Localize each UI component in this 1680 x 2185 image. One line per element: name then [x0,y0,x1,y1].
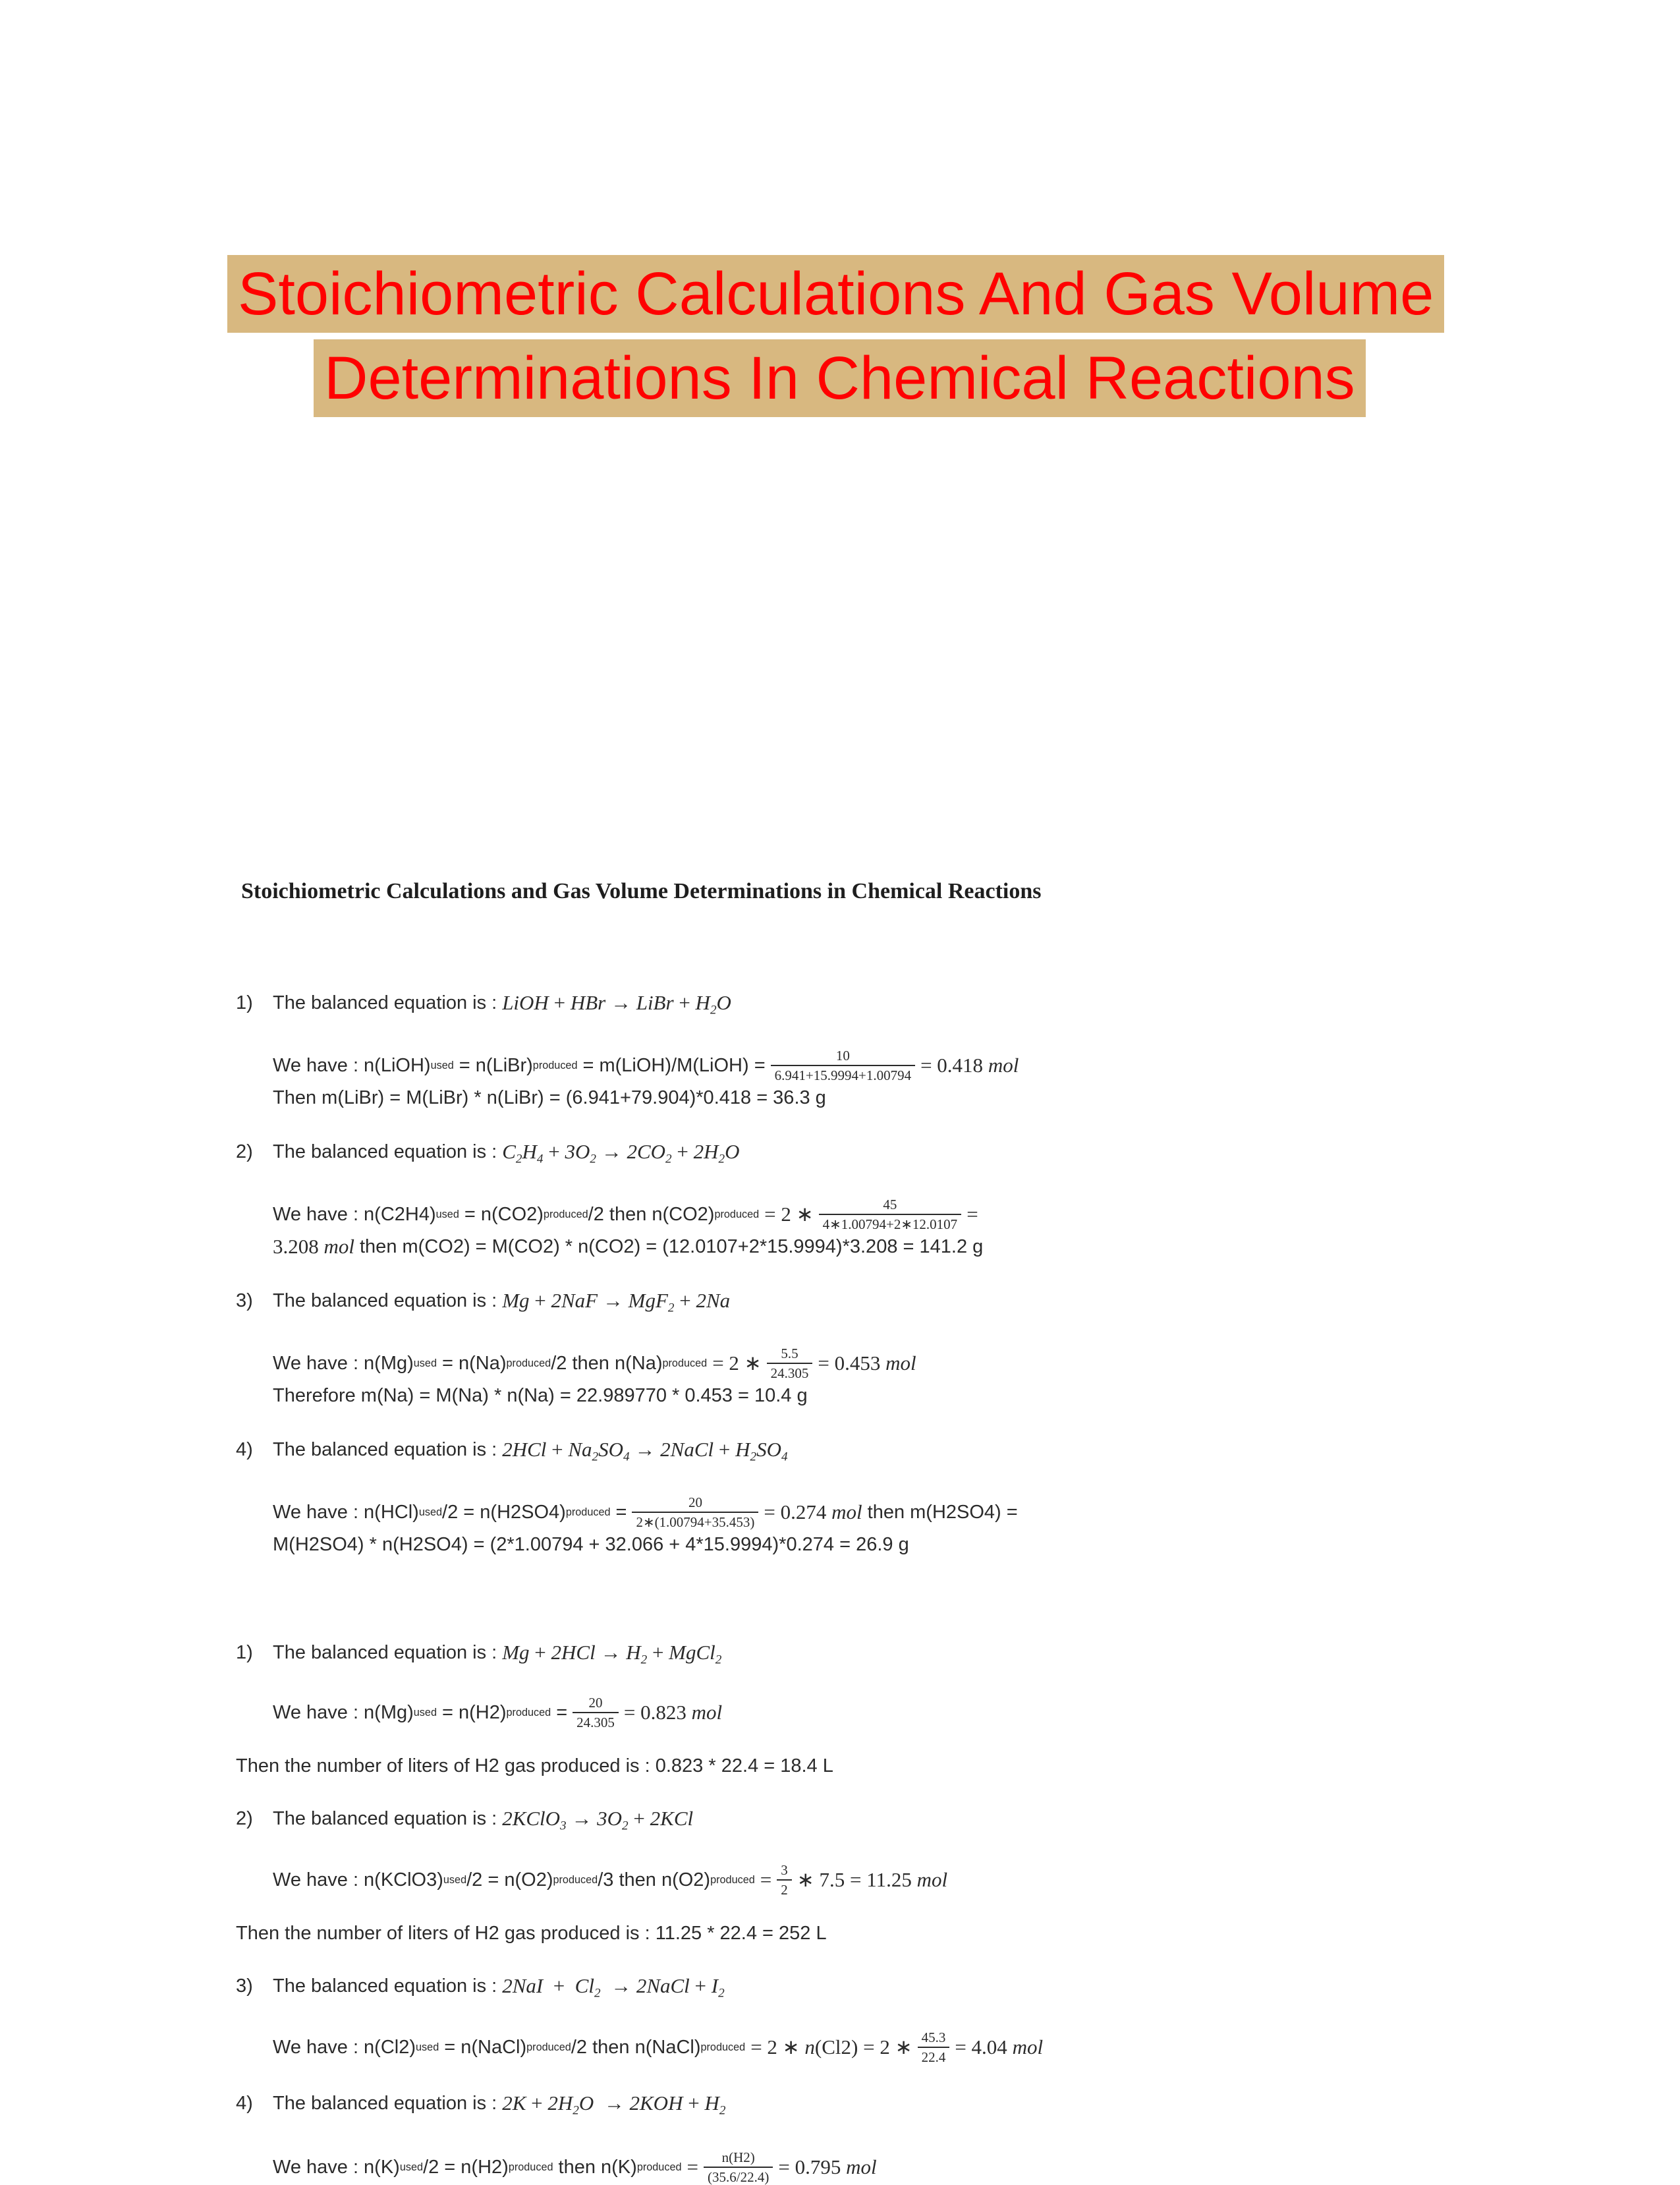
part-b-3-calc: We have : n(Cl2) used = n(NaCl) produced /2 then n(NaCl) produced = 2 ∗ n (Cl2) = 2 ∗ $\frac{45.3}{22.4}$ = 4.04 mol [273,2029,1044,2065]
part-a-1-equation: 1) The balanced equation is : LiOH + HBr → LiBr + $H_2O$ [236,991,731,1017]
fraction: $\frac{45.3}{22.4}$ [918,2029,950,2065]
part-b-4-calc: We have : n(K) used /2 = n(H2) produced then n(K) produced = $\frac{n(H2)}{(35.6/22.4)}$ = 0.795 mol [273,2149,877,2185]
fraction: $\frac{20}{24.305}$ [573,1695,619,1730]
part-a-2-calc: We have : n(C2H4) used = n(CO2) produced /2 then n(CO2) produced = 2 ∗ $\frac{45}{4∗1.00794+2∗12.0107}$ = [273,1197,978,1232]
part-a-2-equation: 2) The balanced equation is : $C_2H_4$ + $3O_2$ → $2CO_2$ + $2H_2O$ [236,1140,740,1166]
part-b-1-equation: 1) The balanced equation is : Mg + 2HCl → $H_2$ + MgCl$_2$ [236,1641,722,1667]
part-a-1-mass: Then m(LiBr) = M(LiBr) * n(LiBr) = (6.941+79.904)*0.418 = 36.3 g [273,1087,826,1108]
part-a-3-equation: 3) The balanced equation is : Mg + 2NaF → MgF$_2$ + 2Na [236,1289,731,1315]
fraction: $\frac{45}{4∗1.00794+2∗12.0107}$ [819,1197,962,1232]
part-b-2-liters: Then the number of liters of H2 gas produced is : 11.25 * 22.4 = 252 L [236,1923,827,1944]
part-a-4-calc: We have : n(HCl) used /2 = n(H2SO4) produced = $\frac{20}{2∗(1.00794+35.453)}$ = 0.274 mol then m(H2SO4) = [273,1494,1018,1530]
part-b-3-equation: 3) The balanced equation is : 2NaI + $Cl_2$ → 2NaCl + $I_2$ [236,1974,725,2001]
fraction: $\frac{5.5}{24.305}$ [767,1346,813,1381]
fraction: $\frac{3}{2}$ [777,1862,792,1898]
part-a-4-equation: 4) The balanced equation is : 2HCl + $Na_2SO_4$ → 2NaCl + $H_2SO_4$ [236,1438,788,1464]
document-heading: Stoichiometric Calculations and Gas Volume Determinations in Chemical Reactions [241,879,1042,903]
fraction: $\frac{n(H2)}{(35.6/22.4)}$ [704,2149,773,2185]
title-line-1: Stoichiometric Calculations And Gas Volume [227,255,1444,333]
part-b-1-liters: Then the number of liters of H2 gas produced is : 0.823 * 22.4 = 18.4 L [236,1755,833,1776]
part-a-3-calc: We have : n(Mg) used = n(Na) produced /2 then n(Na) produced = 2 ∗ $\frac{5.5}{24.305}$ = 0.453 mol [273,1346,916,1381]
part-b-1-calc: We have : n(Mg) used = n(H2) produced = $\frac{20}{24.305}$ = 0.823 mol [273,1695,723,1730]
fraction: $\frac{10}{6.941+15.9994+1.00794}$ [771,1048,915,1083]
part-b-2-calc: We have : n(KClO3) used /2 = n(O2) produced /3 then n(O2) produced = $\frac{3}{2}$ ∗ 7.5 = 11.25 mol [273,1862,948,1898]
fraction: $\frac{20}{2∗(1.00794+35.453)}$ [632,1494,758,1530]
part-a-2-mass: 3.208 mol then m(CO2) = M(CO2) * n(CO2) = (12.0107+2*15.9994)*3.208 = 141.2 g [273,1235,984,1258]
part-a-1-calc: We have : n(LiOH) used = n(LiBr) produced = m(LiOH)/M(LiOH) = $\frac{10}{6.941+15.9994+1.00794}$ = 0.418 mol [273,1048,1019,1083]
part-a-4-mass: M(H2SO4) * n(H2SO4) = (2*1.00794 + 32.066 + 4*15.9994)*0.274 = 26.9 g [273,1534,909,1555]
title-line-2: Determinations In Chemical Reactions [314,339,1366,417]
part-a-3-mass: Therefore m(Na) = M(Na) * n(Na) = 22.989770 * 0.453 = 10.4 g [273,1385,808,1406]
part-b-4-equation: 4) The balanced equation is : 2K + $2H_2O$ → 2KOH + $H_2$ [236,2091,726,2118]
part-b-2-equation: 2) The balanced equation is : 2KClO$_3$ → $3O_2$ + 2KCl [236,1807,694,1833]
